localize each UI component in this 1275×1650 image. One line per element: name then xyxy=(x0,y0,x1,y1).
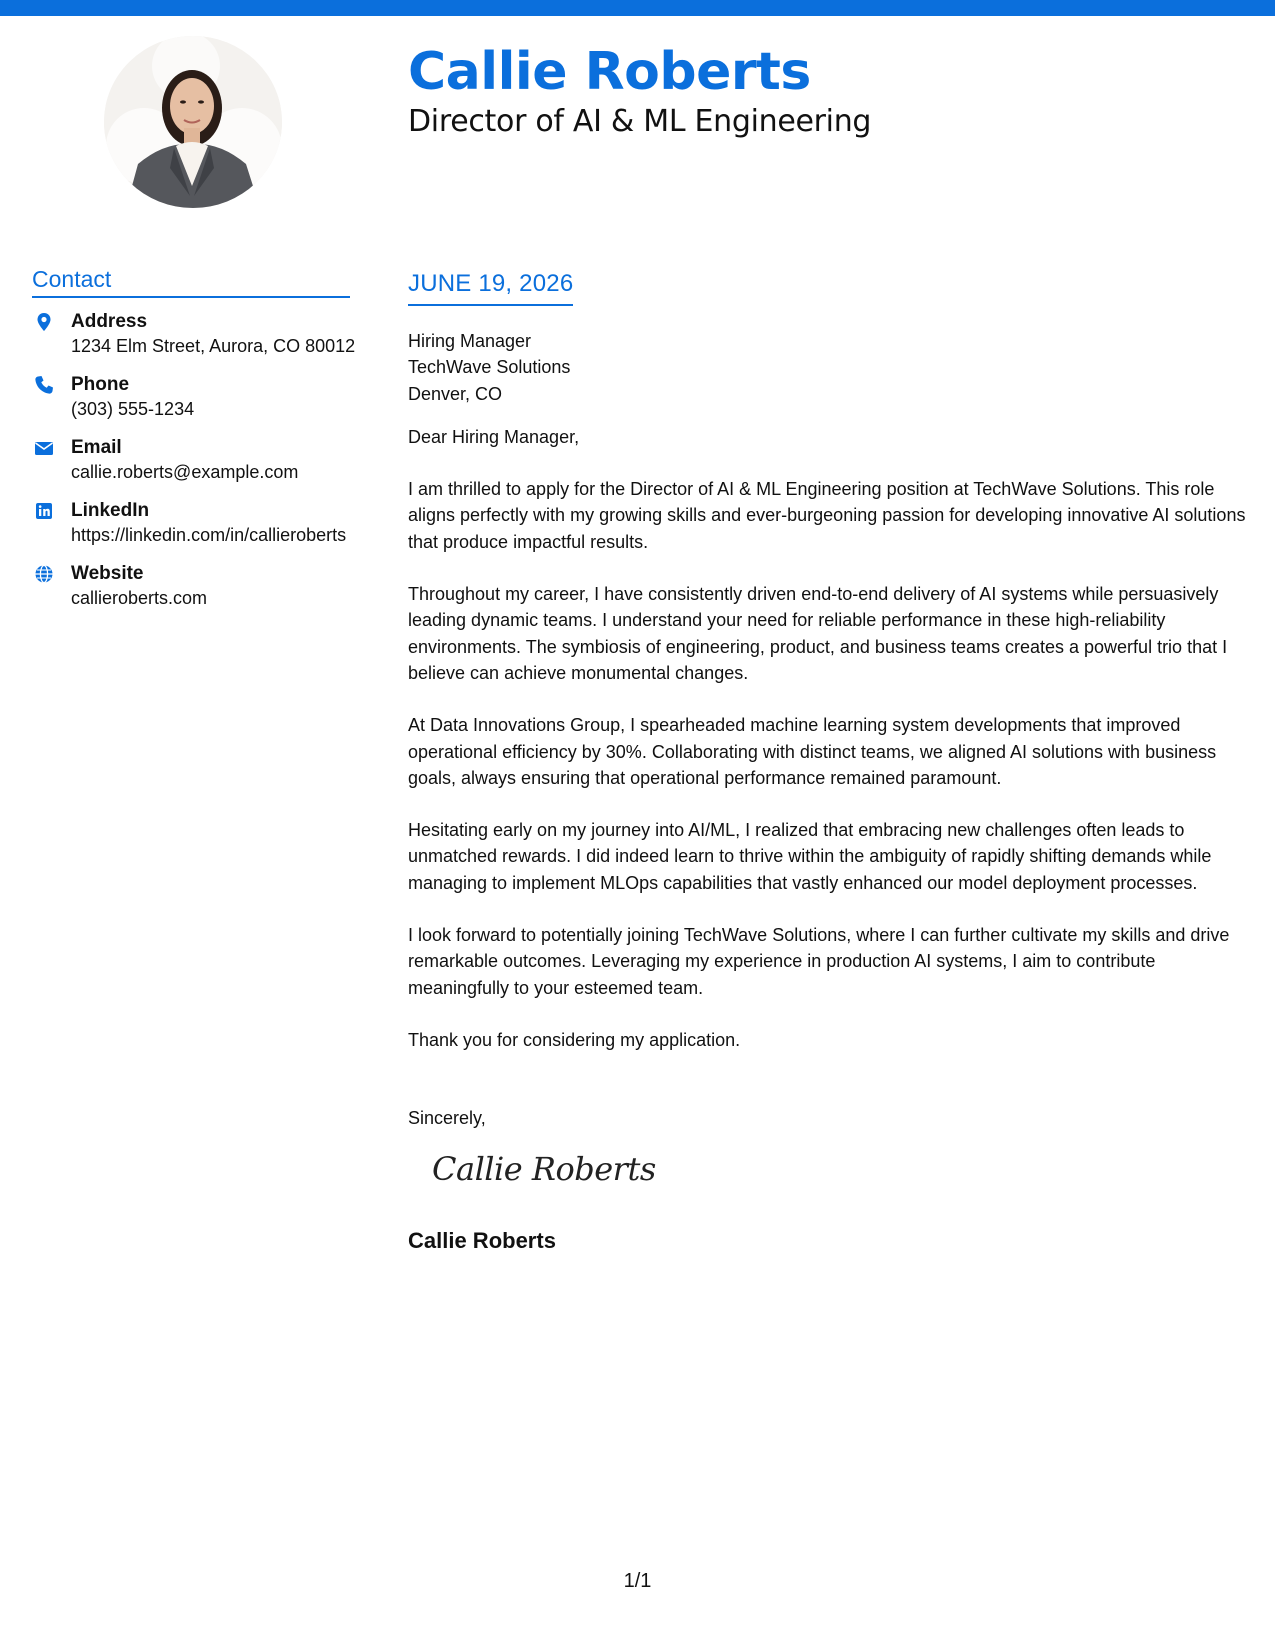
globe-icon xyxy=(34,564,54,584)
contact-item-address xyxy=(32,310,362,359)
contact-heading: Contact xyxy=(32,266,350,298)
letter-paragraph: Throughout my career, I have consistently driven end-to-end delivery of AI systems while persuasively leading dynamic teams. I understand your need for reliable performance in these high-reliability environments. The symbiosis of engineering, product, and business teams creates a powerful trio that I believe can achieve monumental changes. xyxy=(408,584,1228,683)
letter-body xyxy=(408,328,1248,1254)
letter-paragraph: I am thrilled to apply for the Director of AI & ML Engineering position at TechWave Solutions. This role aligns perfectly with my growing skills and ever-burgeoning passion for developing innovative AI solutions that produce impactful results. xyxy=(408,479,1246,552)
location-pin-icon xyxy=(34,312,54,332)
phone-icon xyxy=(34,375,54,395)
contact-item-phone xyxy=(32,373,362,422)
signer-name: Callie Roberts xyxy=(408,1227,556,1253)
letter-date: JUNE 19, 2026 xyxy=(408,270,573,306)
top-accent-bar xyxy=(0,0,1275,16)
contact-label: Phone xyxy=(71,374,130,395)
envelope-icon xyxy=(34,438,54,458)
job-title: Director of AI & ML Engineering xyxy=(408,104,872,139)
recipient-line: Denver, CO xyxy=(408,383,503,404)
page-number: 1/1 xyxy=(623,1570,652,1592)
letter-paragraph: Hesitating early on my journey into AI/ML, I realized that embracing new challenges often leads to unmatched rewards. I did indeed learn to thrive within the ambiguity of rapidly shifting demands while managing to implement MLOps capabilities that vastly enhanced our model deployment processes. xyxy=(408,820,1212,893)
avatar xyxy=(104,36,282,208)
website-link[interactable]: callieroberts.com xyxy=(71,588,208,608)
recipient-line: TechWave Solutions xyxy=(408,357,571,378)
email-link[interactable]: callie.roberts@example.com xyxy=(71,462,299,482)
recipient-block xyxy=(408,328,1248,407)
signature: Callie Roberts xyxy=(432,1149,656,1188)
contact-value: 1234 Elm Street, Aurora, CO 80012 xyxy=(71,336,356,356)
letter-paragraph: At Data Innovations Group, I spearheaded machine learning system developments that improved operational efficiency by 30%. Collaborating with distinct teams, we aligned AI solutions with business goals, always ensuring that operational performance remained paramount. xyxy=(408,715,1217,788)
contact-item-linkedin xyxy=(32,499,362,548)
linkedin-link[interactable]: https://linkedin.com/in/callieroberts xyxy=(71,525,347,545)
contact-item-website xyxy=(32,562,362,611)
linkedin-icon xyxy=(34,501,54,521)
contact-label: LinkedIn xyxy=(71,500,150,521)
candidate-name: Callie Roberts xyxy=(408,42,811,102)
letter-paragraph: Thank you for considering my application. xyxy=(408,1029,741,1050)
contact-label: Address xyxy=(71,311,148,332)
letter-paragraph: I look forward to potentially joining TechWave Solutions, where I can further cultivate my skills and drive remarkable outcomes. Leveraging my experience in production AI systems, I aim to contribute meaningfully to your esteemed team. xyxy=(408,925,1230,998)
contact-value: (303) 555-1234 xyxy=(71,399,195,419)
contact-list xyxy=(32,310,362,625)
contact-item-email xyxy=(32,436,362,485)
recipient-line: Hiring Manager xyxy=(408,331,532,351)
contact-label: Email xyxy=(71,437,122,458)
salutation: Dear Hiring Manager, xyxy=(408,426,580,447)
closing: Sincerely, xyxy=(408,1108,486,1129)
contact-label: Website xyxy=(71,563,144,584)
